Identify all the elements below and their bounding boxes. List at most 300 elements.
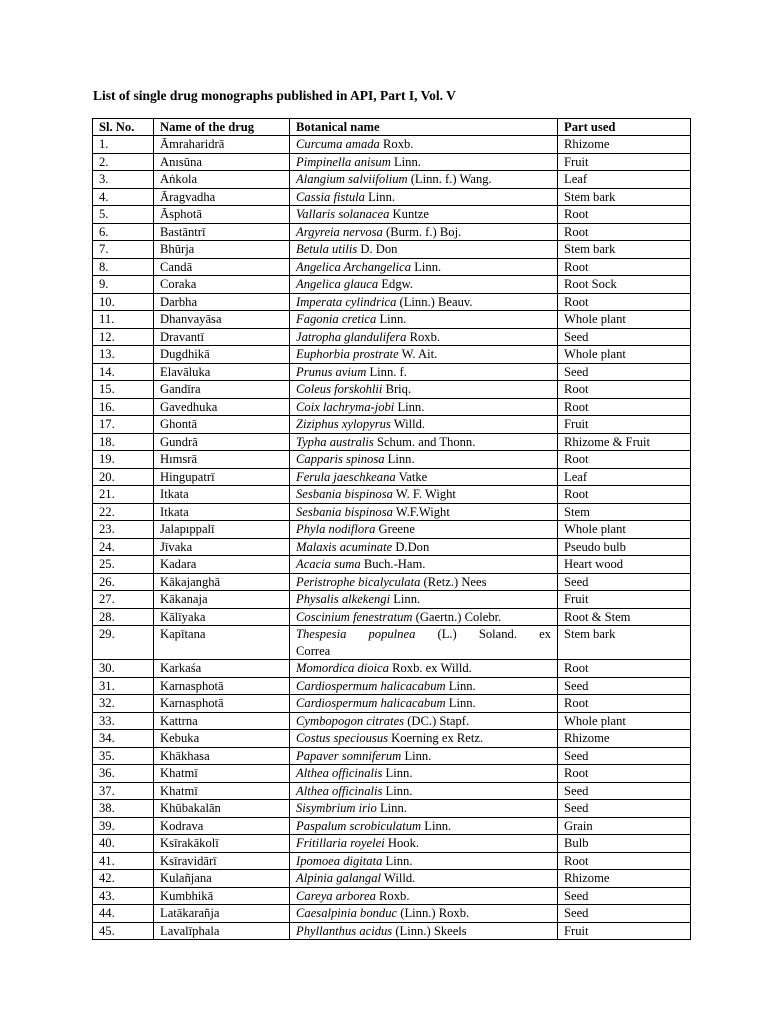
botanical-name-line: [296, 365, 407, 379]
species-name: Sesbania bispinosa: [296, 487, 393, 502]
botanical-name-line: [296, 452, 415, 466]
cell-sl-no: 17.: [93, 416, 154, 434]
species-name: Phyla nodiflora: [296, 522, 376, 537]
species-name: Physalis alkekengi: [296, 592, 391, 607]
botanical-name-line: [296, 889, 409, 903]
table-row: [93, 608, 691, 626]
cell-drug-name: Itkata: [154, 486, 290, 504]
author-citation: Vatke: [395, 469, 428, 484]
cell-botanical-name: [290, 556, 558, 574]
author-citation: Koerning ex Retz.: [388, 731, 484, 746]
table-row: [93, 712, 691, 730]
botanical-name-line: [296, 347, 437, 361]
cell-sl-no: 40.: [93, 835, 154, 853]
botanical-name-line: [296, 749, 431, 763]
botanical-name-line: [296, 592, 420, 606]
author-citation: (Burm. f.) Boj.: [382, 224, 462, 239]
cell-botanical-name: [290, 765, 558, 783]
table-row: [93, 573, 691, 591]
species-name: Sesbania bispinosa: [296, 504, 393, 519]
cell-botanical-name: [290, 800, 558, 818]
botanical-name-line: [296, 626, 551, 643]
author-citation: Linn.: [401, 748, 432, 763]
author-citation: Linn.: [384, 452, 415, 467]
cell-sl-no: 39.: [93, 817, 154, 835]
cell-sl-no: 7.: [93, 241, 154, 259]
cell-part-used: Fruit: [558, 591, 691, 609]
author-citation: Schum. and Thonn.: [373, 434, 476, 449]
cell-drug-name: Bastāntrī: [154, 223, 290, 241]
cell-part-used: Seed: [558, 800, 691, 818]
cell-botanical-name: [290, 712, 558, 730]
botanical-name-line: [296, 470, 427, 484]
page-title: List of single drug monographs published in API, Part I, Vol. V: [93, 88, 456, 103]
author-citation: Linn.: [376, 801, 407, 816]
author-citation: Briq.: [382, 382, 412, 397]
cell-part-used: Stem bark: [558, 241, 691, 259]
species-name: Alpinia galangal: [296, 871, 382, 886]
table-row: [93, 747, 691, 765]
species-name: Vallaris solanacea: [296, 207, 390, 222]
author-citation: Linn.: [394, 399, 425, 414]
table-row: [93, 835, 691, 853]
cell-part-used: Seed: [558, 747, 691, 765]
cell-drug-name: Dravantī: [154, 328, 290, 346]
table-row: [93, 328, 691, 346]
species-name: Imperata cylindrica: [296, 294, 397, 309]
table-row: [93, 206, 691, 224]
cell-drug-name: Kapītana: [154, 626, 290, 660]
table-row: [93, 817, 691, 835]
species-name: Fagonia cretica: [296, 312, 377, 327]
table-row: [93, 451, 691, 469]
table-row: [93, 922, 691, 940]
cell-drug-name: Dhanvayāsa: [154, 311, 290, 329]
cell-part-used: Root: [558, 852, 691, 870]
cell-part-used: Whole plant: [558, 311, 691, 329]
species-name: Ferula jaeschkeana: [296, 469, 396, 484]
author-citation: Linn.: [364, 189, 396, 204]
species-name: Angelica Archangelica: [296, 259, 412, 274]
species-name: Cassia fistula: [296, 189, 365, 204]
cell-botanical-name: [290, 311, 558, 329]
cell-botanical-name: [290, 451, 558, 469]
botanical-name-line: [296, 906, 469, 920]
cell-sl-no: 10.: [93, 293, 154, 311]
cell-drug-name: Hımsrā: [154, 451, 290, 469]
cell-drug-name: Gavedhuka: [154, 398, 290, 416]
cell-part-used: Fruit: [558, 922, 691, 940]
cell-sl-no: 21.: [93, 486, 154, 504]
cell-sl-no: 29.: [93, 626, 154, 660]
species-name: Coscinium fenestratum: [296, 609, 413, 624]
cell-sl-no: 6.: [93, 223, 154, 241]
cell-sl-no: 9.: [93, 276, 154, 294]
cell-part-used: Stem bark: [558, 626, 691, 660]
cell-part-used: Root & Stem: [558, 608, 691, 626]
cell-part-used: Leaf: [558, 468, 691, 486]
author-citation: Linn.: [382, 783, 413, 798]
cell-part-used: Whole plant: [558, 521, 691, 539]
cell-sl-no: 19.: [93, 451, 154, 469]
header-part-used: Part used: [558, 119, 691, 136]
species-name: Paspalum scrobiculatum: [296, 818, 422, 833]
table-row: [93, 223, 691, 241]
species-name: Ipomoea digitata: [296, 853, 383, 868]
cell-sl-no: 35.: [93, 747, 154, 765]
botanical-name-line: [296, 487, 456, 501]
cell-sl-no: 11.: [93, 311, 154, 329]
species-name: Capparis spinosa: [296, 452, 385, 467]
cell-botanical-name: [290, 782, 558, 800]
botanical-name-line: [296, 731, 483, 745]
cell-botanical-name: [290, 363, 558, 381]
author-citation: Linn.: [411, 259, 442, 274]
cell-sl-no: 27.: [93, 591, 154, 609]
cell-botanical-name: [290, 626, 558, 660]
cell-botanical-name: [290, 887, 558, 905]
species-name: Argyreia nervosa: [296, 224, 383, 239]
cell-drug-name: Lavalīphala: [154, 922, 290, 940]
cell-part-used: Root: [558, 206, 691, 224]
cell-sl-no: 25.: [93, 556, 154, 574]
cell-botanical-name: [290, 730, 558, 748]
cell-botanical-name: [290, 346, 558, 364]
cell-part-used: Root: [558, 293, 691, 311]
cell-drug-name: Khūbakalān: [154, 800, 290, 818]
cell-drug-name: Kadara: [154, 556, 290, 574]
cell-part-used: Root: [558, 486, 691, 504]
cell-drug-name: Gundrā: [154, 433, 290, 451]
species-name: Thespesia populnea: [296, 627, 416, 642]
botanical-name-line: [296, 137, 413, 151]
cell-part-used: Root: [558, 451, 691, 469]
table-row: [93, 852, 691, 870]
cell-botanical-name: [290, 223, 558, 241]
cell-part-used: Whole plant: [558, 712, 691, 730]
cell-drug-name: Itkata: [154, 503, 290, 521]
species-name: Prunus avium: [296, 364, 367, 379]
botanical-name-line: [296, 260, 441, 274]
author-citation: Buch.-Ham.: [360, 557, 426, 572]
cell-drug-name: Latākarañja: [154, 905, 290, 923]
cell-drug-name: Gandīra: [154, 381, 290, 399]
author-citation: Linn.: [390, 154, 421, 169]
species-name: Momordica dioica: [296, 661, 389, 676]
cell-botanical-name: [290, 188, 558, 206]
botanical-name-line: [296, 801, 407, 815]
species-name: Sisymbrium irio: [296, 801, 377, 816]
cell-botanical-name: [290, 136, 558, 154]
botanical-name-line: [296, 382, 411, 396]
table-row: [93, 887, 691, 905]
cell-sl-no: 13.: [93, 346, 154, 364]
cell-sl-no: 15.: [93, 381, 154, 399]
cell-part-used: Root: [558, 381, 691, 399]
cell-sl-no: 18.: [93, 433, 154, 451]
botanical-name-line: [296, 522, 415, 536]
table-row: [93, 800, 691, 818]
cell-drug-name: Bhūrja: [154, 241, 290, 259]
cell-drug-name: Āragvadha: [154, 188, 290, 206]
species-name: Costus speciousus: [296, 731, 389, 746]
botanical-name-line: [296, 784, 413, 798]
table-row: [93, 171, 691, 189]
author-citation: (Linn.) Beauv.: [396, 294, 473, 309]
table-row: [93, 381, 691, 399]
cell-part-used: Whole plant: [558, 346, 691, 364]
cell-sl-no: 33.: [93, 712, 154, 730]
table-row: [93, 591, 691, 609]
author-citation: Linn.: [390, 592, 421, 607]
botanical-name-line: [296, 330, 440, 344]
cell-botanical-name: [290, 486, 558, 504]
cell-botanical-name: [290, 538, 558, 556]
botanical-name-line: [296, 190, 395, 204]
cell-part-used: Seed: [558, 887, 691, 905]
cell-sl-no: 5.: [93, 206, 154, 224]
botanical-name-line: [296, 714, 469, 728]
cell-botanical-name: [290, 660, 558, 678]
species-name: Cardiospermum halicacabum: [296, 696, 446, 711]
botanical-name-line: [296, 557, 425, 571]
species-name: Cardiospermum halicacabum: [296, 678, 446, 693]
cell-sl-no: 38.: [93, 800, 154, 818]
cell-part-used: Grain: [558, 817, 691, 835]
header-botanical-name: Botanical name: [290, 119, 558, 136]
species-name: Papaver somniferum: [296, 748, 402, 763]
cell-sl-no: 14.: [93, 363, 154, 381]
cell-sl-no: 23.: [93, 521, 154, 539]
cell-drug-name: Elavāluka: [154, 363, 290, 381]
author-citation: W.F.Wight: [392, 504, 450, 519]
author-citation: Linn.: [382, 766, 413, 781]
botanical-name-line: [296, 610, 501, 624]
species-name: Coleus forskohlii: [296, 382, 383, 397]
cell-part-used: Stem bark: [558, 188, 691, 206]
author-citation: (L.) Soland. ex: [415, 627, 551, 642]
table-row: [93, 293, 691, 311]
table-row: [93, 241, 691, 259]
table-header-row: [93, 119, 691, 136]
table-row: [93, 433, 691, 451]
species-name: Malaxis acuminate: [296, 539, 393, 554]
table-row: [93, 276, 691, 294]
cell-drug-name: Ksīravidārī: [154, 852, 290, 870]
cell-drug-name: Ghontā: [154, 416, 290, 434]
cell-botanical-name: [290, 241, 558, 259]
cell-sl-no: 30.: [93, 660, 154, 678]
cell-part-used: Seed: [558, 573, 691, 591]
botanical-name-line: [296, 836, 419, 850]
cell-drug-name: Karnasphotā: [154, 677, 290, 695]
cell-drug-name: Khākhasa: [154, 747, 290, 765]
cell-part-used: Seed: [558, 905, 691, 923]
author-citation: Hook.: [384, 836, 420, 851]
botanical-name-line: [296, 766, 413, 780]
cell-botanical-name: [290, 433, 558, 451]
cell-botanical-name: [290, 258, 558, 276]
author-citation: Edgw.: [378, 277, 414, 292]
cell-botanical-name: [290, 521, 558, 539]
author-citation: Greene: [375, 522, 415, 537]
species-name: Coix lachryma-jobi: [296, 399, 395, 414]
author-citation: (Linn.) Skeels: [392, 923, 467, 938]
botanical-name-line: [296, 312, 406, 326]
header-sl-no: Sl. No.: [93, 119, 154, 136]
table-row: [93, 363, 691, 381]
cell-sl-no: 43.: [93, 887, 154, 905]
cell-part-used: Rhizome: [558, 136, 691, 154]
species-name: Curcuma amada: [296, 137, 380, 152]
botanical-name-line: [296, 435, 475, 449]
cell-part-used: Stem: [558, 503, 691, 521]
table-row: [93, 538, 691, 556]
cell-part-used: Root: [558, 765, 691, 783]
cell-part-used: Root: [558, 695, 691, 713]
cell-part-used: Rhizome: [558, 730, 691, 748]
cell-sl-no: 44.: [93, 905, 154, 923]
botanical-name-line: [296, 924, 467, 938]
cell-drug-name: Khatmī: [154, 765, 290, 783]
table-row: [93, 660, 691, 678]
cell-botanical-name: [290, 468, 558, 486]
cell-botanical-name: [290, 817, 558, 835]
botanical-name-line: [296, 505, 450, 519]
species-name: Typha australis: [296, 434, 374, 449]
cell-botanical-name: [290, 695, 558, 713]
cell-drug-name: Karnasphotā: [154, 695, 290, 713]
botanical-name-line: [296, 172, 492, 186]
table-body: [93, 136, 691, 940]
botanical-name-line: [296, 540, 429, 554]
cell-botanical-name: [290, 591, 558, 609]
cell-sl-no: 3.: [93, 171, 154, 189]
botanical-name-line: [296, 871, 415, 885]
cell-botanical-name: [290, 328, 558, 346]
author-citation: Linn.: [376, 312, 407, 327]
botanical-name-line: [296, 277, 413, 291]
cell-part-used: Root: [558, 398, 691, 416]
cell-botanical-name: [290, 573, 558, 591]
author-citation: D. Don: [357, 242, 398, 257]
cell-botanical-name: [290, 835, 558, 853]
cell-part-used: Seed: [558, 363, 691, 381]
cell-drug-name: Āsphotā: [154, 206, 290, 224]
cell-drug-name: Candā: [154, 258, 290, 276]
cell-drug-name: Darbha: [154, 293, 290, 311]
cell-sl-no: 28.: [93, 608, 154, 626]
cell-drug-name: Anısūna: [154, 153, 290, 171]
species-name: Cymbopogon citrates: [296, 713, 405, 728]
botanical-name-line: [296, 225, 461, 239]
species-name: Fritillaria royelei: [296, 836, 385, 851]
cell-botanical-name: [290, 852, 558, 870]
botanical-name-line: [296, 575, 487, 589]
cell-sl-no: 22.: [93, 503, 154, 521]
cell-botanical-name: [290, 922, 558, 940]
cell-drug-name: Ksīrakākolī: [154, 835, 290, 853]
table-row: [93, 416, 691, 434]
cell-botanical-name: [290, 206, 558, 224]
botanical-name-line: [296, 400, 424, 414]
cell-part-used: Root: [558, 660, 691, 678]
cell-botanical-name: [290, 905, 558, 923]
botanical-name-line: [296, 819, 451, 833]
cell-part-used: Root: [558, 258, 691, 276]
table-row: [93, 782, 691, 800]
species-name: Phyllanthus acidus: [296, 923, 393, 938]
cell-part-used: Root: [558, 223, 691, 241]
author-citation: Roxb.: [375, 888, 410, 903]
cell-botanical-name: [290, 153, 558, 171]
cell-drug-name: Kumbhikā: [154, 887, 290, 905]
cell-botanical-name: [290, 870, 558, 888]
author-citation: W. Ait.: [398, 347, 438, 362]
cell-botanical-name: [290, 293, 558, 311]
cell-part-used: Fruit: [558, 153, 691, 171]
cell-botanical-name: [290, 608, 558, 626]
cell-part-used: Pseudo bulb: [558, 538, 691, 556]
table-row: [93, 695, 691, 713]
cell-drug-name: Hingupatrī: [154, 468, 290, 486]
species-name: Careya arborea: [296, 888, 376, 903]
cell-drug-name: Dugdhikā: [154, 346, 290, 364]
author-citation: (Linn. f.) Wang.: [407, 172, 492, 187]
cell-drug-name: Kākanaja: [154, 591, 290, 609]
author-citation: Roxb. ex Willd.: [388, 661, 472, 676]
botanical-name-line: [296, 207, 429, 221]
cell-part-used: Seed: [558, 677, 691, 695]
cell-part-used: Rhizome & Fruit: [558, 433, 691, 451]
table-row: [93, 311, 691, 329]
author-citation: Linn.: [445, 678, 476, 693]
species-name: Euphorbia prostrate: [296, 347, 399, 362]
cell-drug-name: Aṅkola: [154, 171, 290, 189]
cell-sl-no: 26.: [93, 573, 154, 591]
author-citation: Kuntze: [389, 207, 429, 222]
cell-sl-no: 42.: [93, 870, 154, 888]
cell-part-used: Leaf: [558, 171, 691, 189]
author-citation: Willd.: [390, 417, 426, 432]
cell-drug-name: Coraka: [154, 276, 290, 294]
author-citation: Linn.: [421, 818, 452, 833]
table-row: [93, 626, 691, 660]
cell-drug-name: Kattrna: [154, 712, 290, 730]
cell-sl-no: 16.: [93, 398, 154, 416]
table-row: [93, 765, 691, 783]
header-drug-name: Name of the drug: [154, 119, 290, 136]
species-name: Ziziphus xylopyrus: [296, 417, 391, 432]
cell-drug-name: Kulañjana: [154, 870, 290, 888]
table-row: [93, 136, 691, 154]
botanical-name-line: [296, 661, 472, 675]
species-name: Althea officinalis: [296, 766, 383, 781]
cell-sl-no: 41.: [93, 852, 154, 870]
cell-sl-no: 36.: [93, 765, 154, 783]
author-citation: (Retz.) Nees: [420, 574, 487, 589]
cell-botanical-name: [290, 381, 558, 399]
author-citation-continued: Correa: [296, 643, 331, 658]
cell-sl-no: 2.: [93, 153, 154, 171]
table-row: [93, 468, 691, 486]
table-row: [93, 677, 691, 695]
botanical-name-line: [296, 679, 476, 693]
author-citation: Roxb.: [406, 329, 441, 344]
cell-sl-no: 37.: [93, 782, 154, 800]
table-row: [93, 870, 691, 888]
table-row: [93, 905, 691, 923]
